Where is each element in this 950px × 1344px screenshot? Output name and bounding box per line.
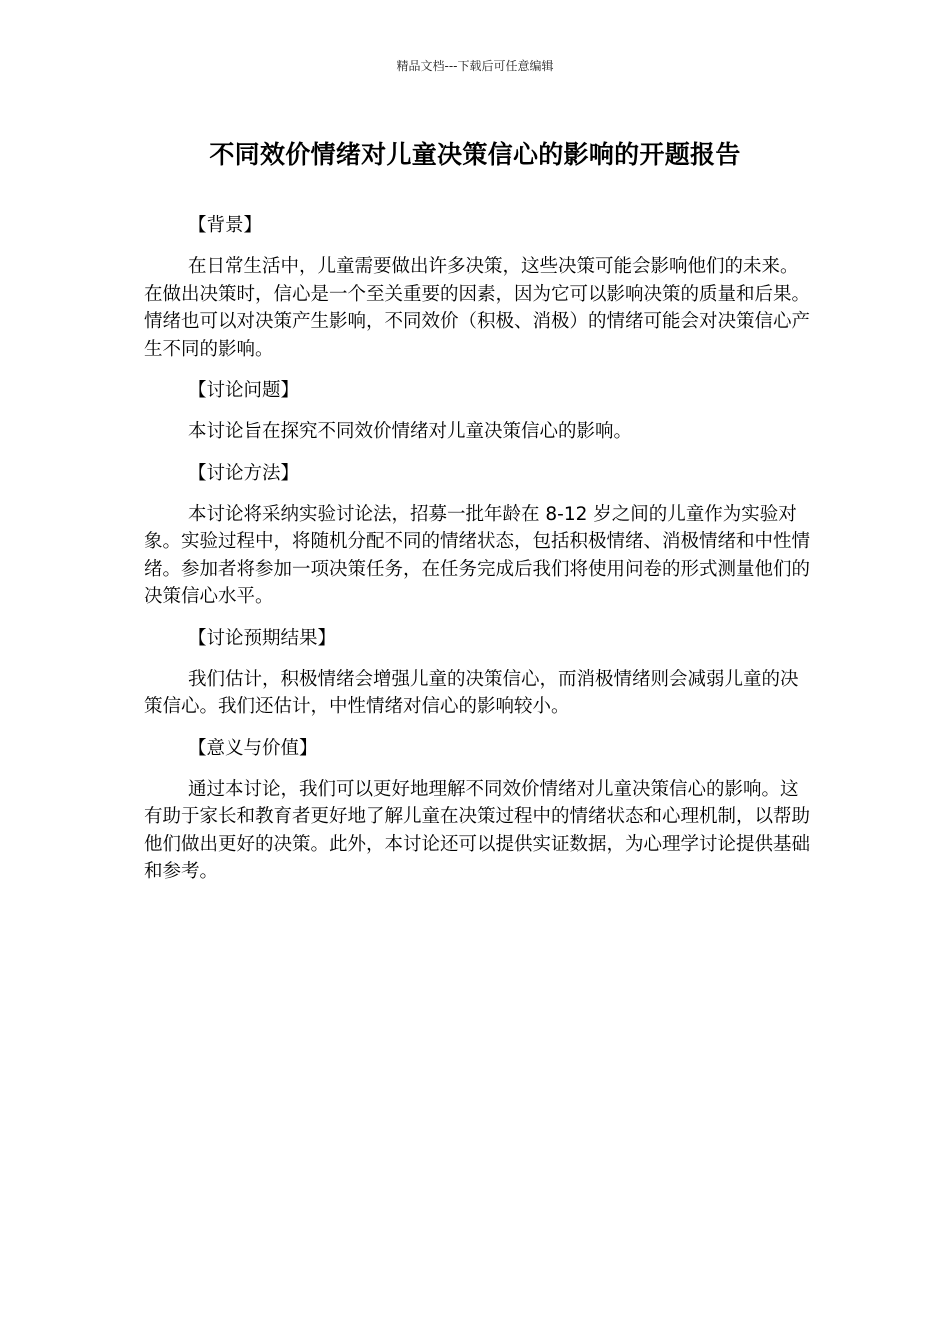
document-body <box>144 212 810 900</box>
section-heading-expected-results: 【讨论预期结果】 <box>188 627 337 649</box>
document-title: 不同效价情绪对儿童决策信心的影响的开题报告 <box>209 140 741 169</box>
section-heading-background: 【背景】 <box>188 215 263 236</box>
section-paragraph-background: 在日常生活中，儿童需要做出许多决策，这些决策可能会影响他们的未来。在做出决策时，信心是一个至关重要的因素，因为它可以影响决策的质量和后果。情绪也可以对决策产生影响，不同效价（积极、消极）的情绪可能会对决策信心产生不同的影响。 <box>144 256 811 360</box>
section-paragraph-question: 本讨论旨在探究不同效价情绪对儿童决策信心的影响。 <box>188 421 633 442</box>
section-paragraph-method: 本讨论将采纳实验讨论法，招募一批年龄在 8-12 岁之间的儿童作为实验对象。实验过程中，将随机分配不同的情绪状态，包括积极情绪、消极情绪和中性情绪。参加者将参加一项决策任务，在任务完成后我们将使用问卷的形式测量他们的决策信心水平。 <box>144 503 811 607</box>
section-heading-significance: 【意义与价值】 <box>188 737 318 759</box>
section-heading-method: 【讨论方法】 <box>188 462 300 484</box>
section-paragraph-expected-results: 我们估计，积极情绪会增强儿童的决策信心，而消极情绪则会减弱儿童的决策信心。我们还估计，中性情绪对信心的影响较小。 <box>144 668 799 717</box>
section-heading-question: 【讨论问题】 <box>188 380 300 401</box>
page-header: 精品文档---下载后可任意编辑 <box>396 59 554 73</box>
section-paragraph-significance: 通过本讨论，我们可以更好地理解不同效价情绪对儿童决策信心的影响。这有助于家长和教育者更好地了解儿童在决策过程中的情绪状态和心理机制，以帮助他们做出更好的决策。此外，本讨论还可以提供实证数据，为心理学讨论提供基础和参考。 <box>144 778 811 882</box>
